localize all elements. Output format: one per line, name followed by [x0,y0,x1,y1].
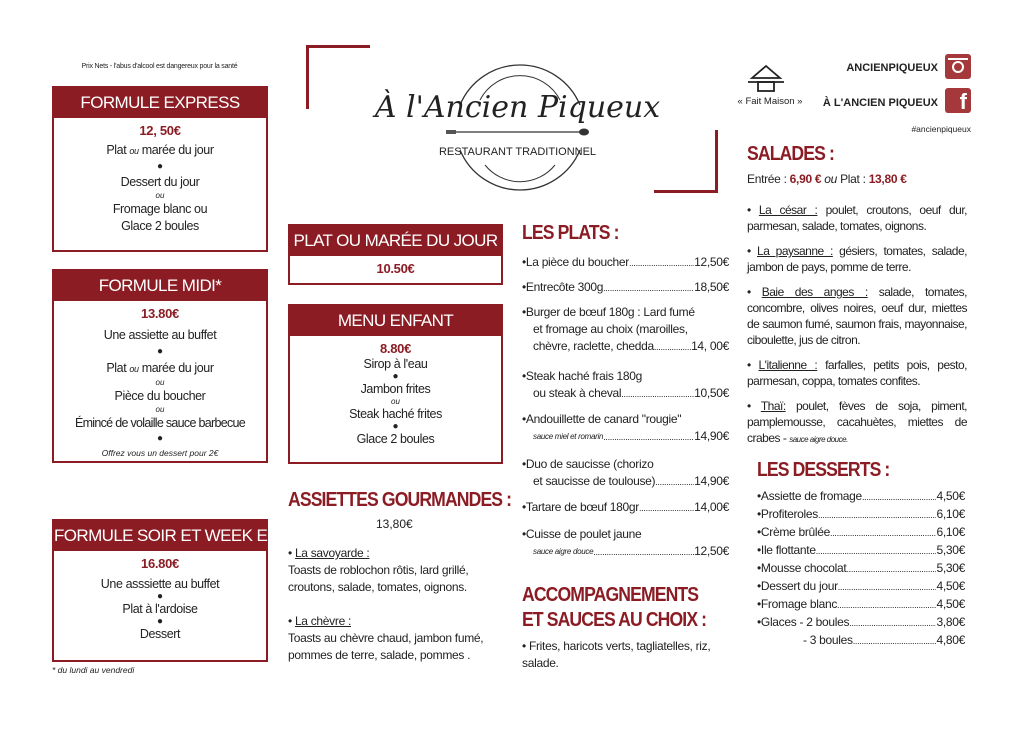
plat-ou-maree-du-jour [288,224,503,285]
dessert-name: Glaces - 2 boules [760,615,850,629]
plat-name: La pièce du boucher [525,255,629,269]
assiettes-title: ASSIETTES GOURMANDES : [288,489,512,511]
plat-line: • Cuisse de poulet jaune [522,527,642,541]
salade-desc: gésiers, tomates, salade, jambon de pays, pomme de terre. [747,244,967,274]
plat-item [533,428,729,445]
bullet: ● [156,616,164,627]
leader-dots [862,490,937,505]
ou: ou [129,146,139,156]
dessert-item: • Fromage blanc ..... 4,50€ [757,595,965,613]
leader-dots [603,281,694,296]
corner-decoration [715,130,718,193]
salade-desc: poulet, fèves de soja, piment, pamplemousse, cacahuètes, miettes de crabes - [747,399,968,445]
plat-line: et fromage au choix (maroilles, [533,322,688,336]
plat-price: 13,80 € [868,172,907,186]
plat-item: • La pièce du boucher ..... 12,50€ [522,254,729,271]
plat-name: ou steak à cheval [533,386,622,400]
formule-soir [52,519,291,662]
plat-item: • Entrecôte 300g ..... 18,50€ [522,279,729,296]
formule-soir-price: 16.80€ [141,556,179,571]
salade-note: sauce aigre douce. [789,435,848,444]
formule-express-title: FORMULE EXPRESS [54,88,266,118]
plat-item [533,473,729,490]
plat-name: Cuisse de poulet jaune [525,527,642,541]
dessert-price: 5,30€ [936,561,965,575]
ou: ou [155,405,165,414]
salade-name: La paysanne : [757,244,833,258]
dessert-name: Dessert du jour [760,579,838,593]
ou: ou [824,172,838,186]
corner-decoration [306,45,309,109]
salades-desserts-column [747,202,967,649]
salade-item: • La paysanne : gésiers, tomates, salade, jambon de pays, pomme de terre. [747,244,967,274]
dessert: Dessert [139,627,181,641]
dessert-price: 5,30€ [936,543,965,557]
plat-line: • Burger de bœuf 180g : Lard fumé [522,305,695,319]
plat-label: Plat : [840,172,866,186]
formule-express [52,86,268,252]
plat-item [533,385,729,402]
dessert-price: 4,50€ [936,597,965,611]
salade-name: L'italienne : [758,358,818,372]
plat-name: et saucisse de toulouse) [533,474,656,488]
accomp-text: • Frites, haricots verts, tagliatelles, riz, salade. [522,639,711,670]
salade-name: La césar : [758,203,818,217]
dessert-item: • Profiteroles ..... 6,10€ [757,505,965,523]
disclaimer: Prix Nets - l'abus d'alcool est dangereux pour la santé [81,63,238,70]
ou: ou [129,364,139,374]
formule-soir-title: FORMULE SOIR ET WEEK END [54,521,266,551]
dessert-item: • Mousse chocolat ..... 5,30€ [757,559,965,577]
ou: ou [155,191,165,200]
leader-dots [816,544,937,559]
dessert: Dessert du jour [120,175,200,189]
plat-price: 12,50€ [694,255,729,269]
menu-enfant-title: MENU ENFANT [290,306,501,336]
salades-list [747,202,967,448]
plat-name: Andouillette de canard "rougie" [525,412,682,426]
dessert-price: 6,10€ [936,507,965,521]
bullet: ● [156,591,164,602]
logo-subtitle: RESTAURANT TRADITIONNEL [438,146,597,158]
leader-dots [838,580,937,595]
logo-name: À l'Ancien Piqueux [374,90,661,125]
plat: Plat [106,361,127,375]
leader-dots [639,501,694,516]
plat-item [533,543,729,560]
bullet: ● [392,421,399,432]
leader-dots [629,256,694,271]
plat-name: Tartare de bœuf 180gr [525,500,640,514]
sirop: Sirop à l'eau [363,357,428,371]
plat-ardoise: Plat à l'ardoise [122,602,198,616]
salade-desc: salade, tomates, concombre, olives noires, oeuf dur, miettes de saumon fumé, saumon frais, mayonnaise, ciboulette, jus de citron. [747,285,967,347]
accomp-title: ACCOMPAGNEMENTS [522,584,699,606]
plat-name: Duo de saucisse (chorizo [525,457,654,471]
bullet: ● [156,433,164,444]
ou: ou [155,378,165,387]
leader-dots [655,475,694,490]
plat-line: • Duo de saucisse (chorizo [522,457,654,471]
dessert-name: Ile flottante [760,543,816,557]
dessert-name: Mousse chocolat [760,561,847,575]
plat: Plat [106,143,127,157]
leader-dots [846,562,936,577]
dessert-item: • Crème brûlée ..... 6,10€ [757,523,965,541]
salade-item: • Thaï: poulet, fèves de soja, piment, pamplemousse, cacahuètes, miettes de crabes - sauce aigre douce. [747,399,968,445]
dessert-item [803,631,965,649]
plat-name: Entrecôte 300g [525,280,604,294]
plat-item: • Tartare de bœuf 180gr ..... 14,00€ [522,499,729,516]
salade-desc: poulet, croutons, oeuf dur, parmesan, salade, tomates, oignons. [747,203,967,233]
corner-decoration [654,190,718,193]
emince: Émincé de volaille sauce barbecue [74,416,246,430]
formule-express-price: 12, 50€ [139,123,181,138]
plat-price: 14,90€ [694,474,729,488]
menu-enfant [288,304,503,464]
plats-title: LES PLATS : [522,222,619,244]
leader-dots [818,508,936,523]
glace: Glace 2 boules [356,432,435,446]
dessert-name: Profiteroles [760,507,818,521]
leader-dots [621,387,694,402]
instagram-handle[interactable]: ANCIENPIQUEUX [846,62,938,74]
salade-name: Thaï: [760,399,786,413]
assiette-chevre: • La chèvre : Toasts au chèvre chaud, jambon fumé, pommes de terre, salade, pommes . [288,614,484,662]
item-desc: Toasts au chèvre chaud, jambon fumé, pommes de terre, salade, pommes . [288,631,484,662]
leader-dots [837,598,936,613]
steak: Steak haché frites [349,407,442,421]
plat-item [533,338,729,355]
maree: marée du jour [141,143,214,157]
leader-dots [593,545,694,560]
piece-boucher: Pièce du boucher [114,389,206,403]
glace: Glace 2 boules [121,219,199,233]
ou: ou [391,397,400,406]
bullet: ● [156,161,164,172]
dessert-price: 6,10€ [936,525,965,539]
plat-price: 10,50€ [694,386,729,400]
dessert-name: Fromage blanc [760,597,838,611]
leader-dots [853,634,937,649]
bullet: ● [156,346,164,357]
dessert-name: - 3 boules [803,633,853,647]
plat-jour-price: 10.50€ [376,261,415,276]
plat-price: 18,50€ [694,280,729,294]
assiette-savoyarde: • La savoyarde : Toasts de roblochon rôtis, lard grillé, croutons, salade, tomates, oignons. [288,546,469,594]
salade-item: • L'italienne : farfalles, petits pois, pesto, parmesan, coppa, tomates confites. [747,358,967,388]
entree-label: Entrée : [747,172,787,186]
salade-item: • Baie des anges : salade, tomates, concombre, olives noires, oeuf dur, miettes de saumon fumé, saumon frais, mayonnaise, ciboulette, jus de citron. [747,285,967,347]
plat-name: sauce aigre douce [533,547,594,556]
plat-price: 14, 00€ [691,339,729,353]
plat-price: 14,00€ [694,500,729,514]
offre: Offrez vous un dessert pour 2€ [101,448,219,458]
dessert-item: • Glaces - 2 boules ..... 3,80€ [757,613,965,631]
footnote: * du lundi au vendredi [52,665,135,675]
hashtag: #ancienpiqueux [911,124,971,134]
accomp-desc: Frites, haricots verts, tagliatelles, riz, salade. [522,639,711,670]
salade-name: Baie des anges : [761,285,868,299]
salades-title: SALADES : [747,143,834,165]
desserts-title: LES DESSERTS : [757,459,890,481]
plat-jour-title: PLAT OU MARÉE DU JOUR [290,226,501,256]
instagram-icon[interactable] [945,54,971,79]
dessert-name: Crème brûlée [760,525,831,539]
item-name: La chèvre : [294,614,352,628]
leader-dots [849,616,936,631]
facebook-handle[interactable]: À L'ANCIEN PIQUEUX [822,97,938,109]
fromage: Fromage blanc ou [112,202,208,216]
dessert-item: • Ile flottante ..... 5,30€ [757,541,965,559]
item-name: La savoyarde : [294,546,370,560]
plat-line: • Steak haché frais 180g [522,369,643,383]
leader-dots [654,340,691,355]
dessert-price: 4,50€ [936,489,965,503]
accomp-title-2: ET SAUCES AU CHOIX : [522,609,707,631]
buffet: Une assiette au buffet [103,328,217,342]
salade-desc: farfalles, petits pois, pesto, parmesan, coppa, tomates confites. [747,358,967,388]
plat-name: chèvre, raclette, chedda [533,339,654,353]
item-desc: Toasts de roblochon rôtis, lard grillé, croutons, salade, tomates, oignons. [288,563,469,594]
dessert-item: • Assiette de fromage ..... 4,50€ [757,487,965,505]
desserts-list [747,487,967,649]
formule-midi [52,269,268,463]
buffet: Une asssiette au buffet [100,577,220,591]
dessert-price: 4,50€ [936,579,965,593]
plat-price: 12,50€ [694,544,729,558]
facebook-icon[interactable]: f [945,88,971,113]
salades-prices [747,172,907,186]
assiettes-price: 13,80€ [376,517,413,531]
leader-dots [603,430,694,445]
plat-line: • Andouillette de canard "rougie" [522,412,682,426]
fait-maison-house-icon [748,64,784,94]
bullet: ● [392,371,399,382]
plat-price: 14,90€ [694,429,729,443]
dessert-price: 4,80€ [936,633,965,647]
fait-maison: « Fait Maison » [737,96,803,107]
dessert-item: • Dessert du jour ..... 4,50€ [757,577,965,595]
plat-name: sauce miel et romarin [533,432,604,441]
salade-item: • La césar : poulet, croutons, oeuf dur, parmesan, salade, tomates, oignons. [747,203,967,233]
maree: marée du jour [141,361,214,375]
menu-enfant-price: 8.80€ [379,341,412,356]
leader-dots [830,526,936,541]
dessert-price: 3,80€ [936,615,965,629]
dessert-name: Assiette de fromage [760,489,862,503]
corner-decoration [306,45,370,48]
jambon: Jambon frites [360,382,431,396]
plat-name: Burger de bœuf 180g : Lard fumé [525,305,695,319]
formule-midi-title: FORMULE MIDI* [54,271,266,301]
formule-midi-price: 13.80€ [141,306,179,321]
entree-price: 6,90 € [789,172,822,186]
plat-name: Steak haché frais 180g [525,369,643,383]
